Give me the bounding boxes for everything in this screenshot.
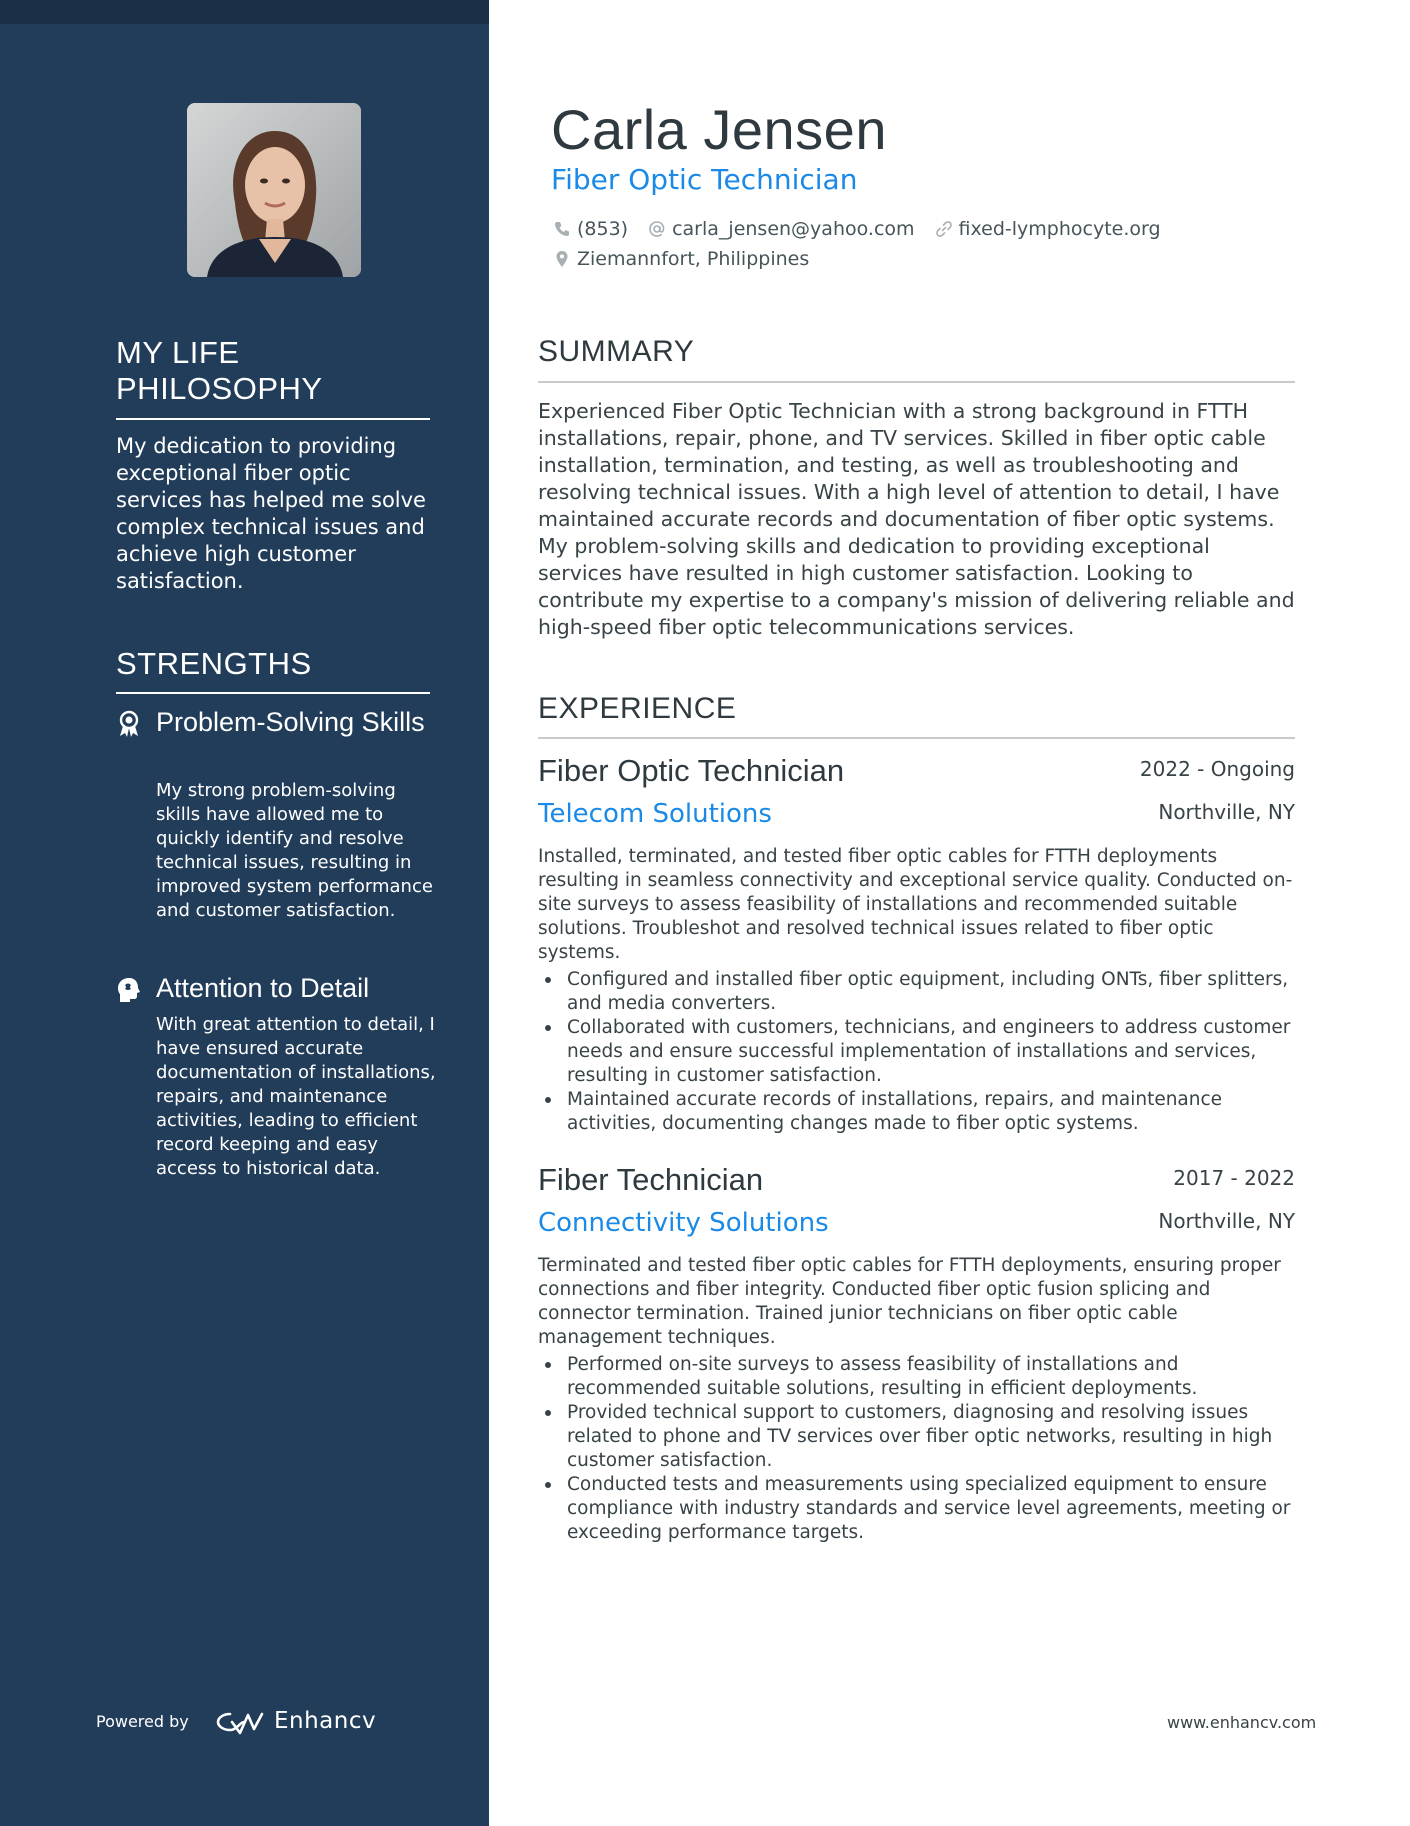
strength-description: My strong problem-solving skills have allowed me to quickly identify and resolve technical issues, resulting in improved system performance and customer satisfaction. xyxy=(156,780,433,921)
bullet-dot xyxy=(545,1025,551,1031)
email-text: carla_jensen@yahoo.com xyxy=(672,218,915,240)
at-sign-icon xyxy=(648,220,666,238)
role-location: Northville, NY xyxy=(1158,800,1295,824)
profile-photo xyxy=(187,103,361,277)
website-text: fixed-lymphocyte.org xyxy=(958,218,1161,240)
bullet-item xyxy=(538,968,1298,1016)
bullet-text: Performed on-site surveys to assess feasibility of installations and recommended suitable solutions, resulting in efficient deployments. xyxy=(567,1354,1198,1399)
role-bullets xyxy=(538,1353,1298,1545)
website-contact[interactable] xyxy=(935,216,1161,242)
bullet-text: Maintained accurate records of installations, repairs, and maintenance activities, documenting changes made to fiber optic systems. xyxy=(567,1089,1223,1134)
phone-icon xyxy=(553,220,571,238)
philosophy-heading-line1: MY LIFE xyxy=(116,335,240,370)
summary-text: Experienced Fiber Optic Technician with a strong background in FTTH installations, repair, phone, and TV services. Skilled in fiber optic cable installation, termination, and testing, as well as troubleshooting and resolving technical issues. With a high level of attention to detail, I have maintained accurate records and documentation of fiber optic systems. My problem-solving skills and dedication to providing exceptional services have resulted in high customer satisfaction. Looking to contribute my expertise to a company's mission of delivering reliable and high-speed fiber optic telecommunications services. xyxy=(538,399,1295,639)
strength-title: Attention to Detail xyxy=(156,973,370,1003)
bullet-text: Collaborated with customers, technicians, and engineers to address customer needs and ensure successful implementation of installations and services, resulting in customer satisfaction. xyxy=(567,1017,1291,1086)
bullet-dot xyxy=(545,977,551,983)
phone-text: (853) xyxy=(577,218,629,240)
bullet-dot xyxy=(545,1097,551,1103)
location-row xyxy=(553,246,829,272)
bullet-item xyxy=(538,1473,1298,1545)
role-location: Northville, NY xyxy=(1158,1209,1295,1233)
bullet-text: Conducted tests and measurements using specialized equipment to ensure compliance with industry standards and service level agreements, meeting or exceeding performance targets. xyxy=(567,1474,1291,1543)
bullet-item xyxy=(538,1353,1298,1401)
role-bullets xyxy=(538,968,1298,1136)
philosophy-heading-line2: PHILOSOPHY xyxy=(116,371,323,406)
candidate-title: Fiber Optic Technician xyxy=(551,163,858,196)
philosophy-text: My dedication to providing exceptional fiber optic services has helped me solve complex technical issues and achieve high customer satisfaction. xyxy=(116,434,426,593)
experience-heading: EXPERIENCE xyxy=(538,692,737,725)
candidate-name: Carla Jensen xyxy=(551,98,887,161)
role-title: Fiber Optic Technician xyxy=(538,753,845,788)
phone-contact[interactable] xyxy=(553,216,628,242)
strength-title: Problem-Solving Skills xyxy=(156,707,425,737)
role-company: Telecom Solutions xyxy=(538,799,772,829)
footer-website-link[interactable]: www.enhancv.com xyxy=(1167,1713,1317,1732)
role-description: Terminated and tested fiber optic cables for FTTH deployments, ensuring proper connections and fiber integrity. Conducted fiber optic fusion splicing and connector termination. Trained junior technicians on fiber optic cable management techniques. xyxy=(538,1255,1281,1348)
philosophy-divider xyxy=(116,418,430,420)
experience-divider xyxy=(538,737,1295,739)
powered-by-label: Powered by xyxy=(96,1712,189,1731)
role-company: Connectivity Solutions xyxy=(538,1208,829,1238)
summary-heading: SUMMARY xyxy=(538,335,695,368)
role-title: Fiber Technician xyxy=(538,1162,764,1197)
location-contact xyxy=(553,246,809,272)
bullet-item xyxy=(538,1016,1298,1088)
sidebar xyxy=(0,0,489,1826)
contact-row xyxy=(553,216,1181,242)
bullet-item xyxy=(538,1401,1298,1473)
email-contact[interactable] xyxy=(648,216,914,242)
enhancv-logo-icon[interactable] xyxy=(214,1705,268,1739)
bullet-dot xyxy=(545,1482,551,1488)
role-description: Installed, terminated, and tested fiber optic cables for FTTH deployments resulting in seamless connectivity and exceptional service quality. Conducted on-site surveys to assess feasibility of installations and recommended suitable solutions. Troubleshot and resolved technical issues related to fiber optic systems. xyxy=(538,846,1293,963)
role-dates: 2022 - Ongoing xyxy=(1139,757,1295,781)
role-dates: 2017 - 2022 xyxy=(1173,1166,1295,1190)
head-brain-icon xyxy=(117,976,141,1004)
summary-divider xyxy=(538,381,1295,383)
link-icon xyxy=(935,220,953,238)
bullet-text: Configured and installed fiber optic equipment, including ONTs, fiber splitters, and media converters. xyxy=(567,969,1289,1014)
philosophy-heading xyxy=(116,335,323,407)
sidebar-top-bar xyxy=(0,0,489,24)
award-ribbon-icon xyxy=(117,710,141,738)
strength-description: With great attention to detail, I have ensured accurate documentation of installations, repairs, and maintenance activities, leading to efficient record keeping and easy access to historical data. xyxy=(156,1014,436,1179)
bullet-dot xyxy=(545,1362,551,1368)
map-pin-icon xyxy=(553,250,571,268)
bullet-dot xyxy=(545,1410,551,1416)
location-text: Ziemannfort, Philippines xyxy=(577,248,810,270)
bullet-text: Provided technical support to customers, diagnosing and resolving issues related to phone and TV services over fiber optic networks, resulting in high customer satisfaction. xyxy=(567,1402,1273,1471)
enhancv-brand-name[interactable]: Enhancv xyxy=(274,1708,377,1734)
strengths-heading: STRENGTHS xyxy=(116,646,312,681)
bullet-item xyxy=(538,1088,1298,1136)
strengths-divider xyxy=(116,692,430,694)
